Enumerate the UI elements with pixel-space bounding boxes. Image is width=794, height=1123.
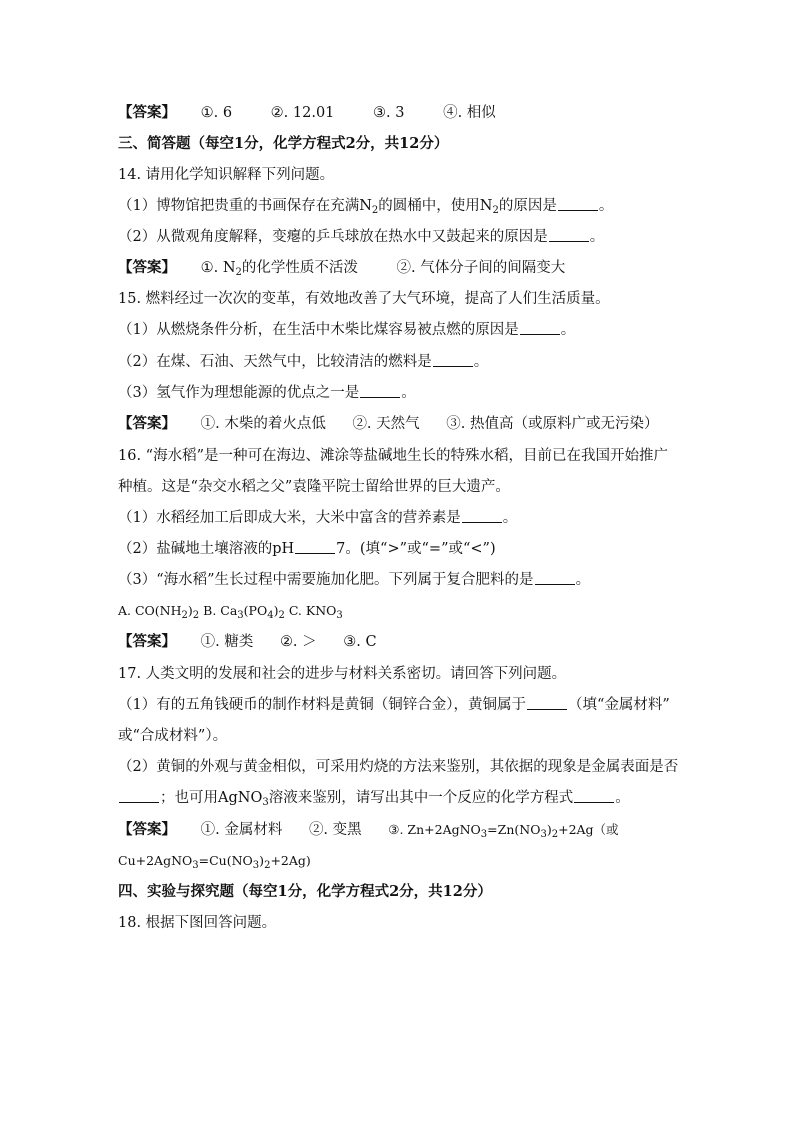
answer-blank [295,539,335,554]
q15-part-3: （3）氢气作为理想能源的优点之一是 。 [118,385,416,401]
q15-part-1: （1）从燃烧条件分析，在生活中木柴比煤容易被点燃的原因是 。 [118,322,576,338]
answer-blank [574,788,614,803]
q15-answer: 【答案】 ①. 木柴的着火点低 ②. 天然气 ③. 热值高（或原料广或无污染） [118,415,659,432]
answer-3: ③. 3 [373,105,405,121]
answer-blank [558,196,598,211]
q17-part-2-cont: ；也可用AgNO$_3$溶液来鉴别，请写出其中一个反应的化学方程式 。 [118,788,678,813]
answer-blank [462,508,502,523]
answer-2: ②. 12.01 [270,105,335,121]
q17-answer-cont: $Cu+2AgNO_3=Cu(NO_3)_2+2Ag$) [118,853,311,871]
q16-part-2: （2）盐碱地土壤溶液的pH 7。(填“>”或“=”或“<”) [118,541,496,557]
q15-stem: 15. 燃料经过一次次的变革，有效地改善了大气环境，提高了人们生活质量。 [118,291,610,307]
answer-label: 【答案】 [118,821,176,838]
q16-answer: 【答案】 ①. 糖类 ②. ＞ ③. C [118,633,377,650]
answer-blank [535,570,575,585]
answer-label: 【答案】 [118,633,176,650]
q17-part-2: （2）黄铜的外观与黄金相似，可采用灼烧的方法来鉴别，其依据的现象是金属表面是否 [118,759,679,775]
answer-label: 【答案】 [118,415,176,432]
answer-blank [549,227,589,242]
section-3-title: 三、简答题（每空1分，化学方程式2分，共12分） [118,135,449,152]
q16-part-1: （1）水稻经加工后即成大米，大米中富含的营养素是 。 [118,510,518,526]
q17-part-1: （1）有的五角钱硬币的制作材料是黄铜（铜锌合金），黄铜属于 （填“金属材料” [118,697,670,713]
q17-part-1-cont: 或“合成材料”）。 [118,728,228,744]
q17-stem: 17. 人类文明的发展和社会的进步与材料关系密切。请回答下列问题。 [118,666,567,682]
q14-part-2: （2）从微观角度解释，变瘪的乒乓球放在热水中又鼓起来的原因是 。 [118,229,605,245]
q18-stem: 18. 根据下图回答问题。 [118,915,277,931]
q16-part-3: （3）“海水稻”生长过程中需要施加化肥。下列属于复合肥料的是 。 [118,572,591,588]
q17-answer: 【答案】 ①. 金属材料 ②. 变黑 ③. $Zn+2AgNO_3=Zn(NO_3)_2+2Ag$（或 [118,821,619,840]
q15-part-2: （2）在煤、石油、天然气中，比较清洁的燃料是 。 [118,354,489,370]
q14-stem: 14. 请用化学知识解释下列问题。 [118,167,335,183]
q16-stem-line-1: 16. “海水稻”是一种可在海边、滩涂等盐碱地生长的特殊水稻，目前已在我国开始推广 [118,448,668,464]
q16-stem-line-2: 种植。这是“杂交水稻之父”袁隆平院士留给世界的巨大遗产。 [118,479,510,495]
answer-blank [520,320,560,335]
q14-part-1: （1）博物馆把贵重的书画保存在充满$N_2$的圆桶中，使用$N_2$的原因是 。 [118,198,614,216]
answer-label: 【答案】 [118,259,176,276]
answer-blank [360,383,400,398]
q14-answer: 【答案】 ①. $N_2$的化学性质不活泼 ②. 气体分子间的间隔变大 [118,259,566,278]
answer-1: ①. 6 [200,105,233,121]
section-4-title: 四、实验与探究题（每空1分，化学方程式2分，共12分） [118,883,492,900]
answer-blank [527,695,567,710]
answer-blank [119,788,159,803]
q13-answer [118,103,678,123]
answer-4: ④. 相似 [443,105,496,121]
answer-label: 【答案】 [118,104,176,121]
answer-blank [433,352,473,367]
q16-options: A. $CO(NH_2)_2$ B. $Ca_3(PO_4)_2$ C. $KNO_3$ [118,603,343,621]
